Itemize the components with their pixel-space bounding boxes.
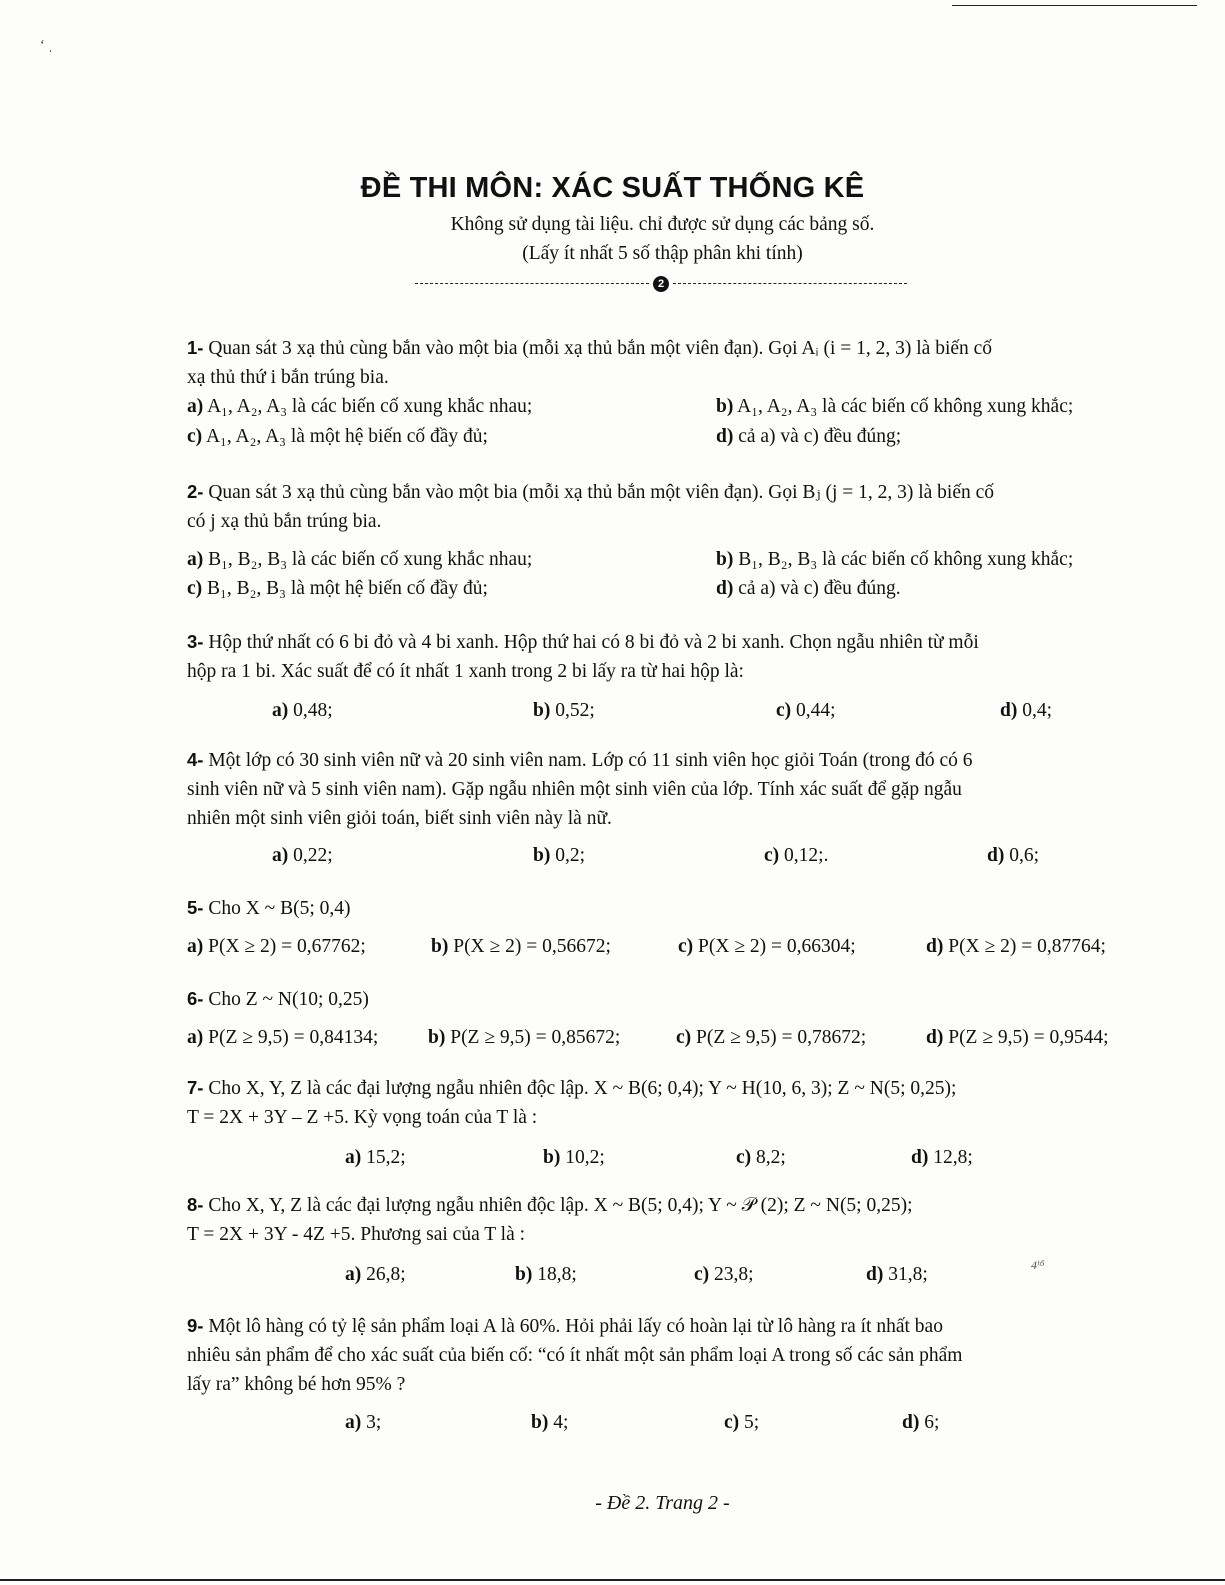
question-text: Một lô hàng có tỷ lệ sản phẩm loại A là 60%. Hỏi phải lấy có hoàn lại từ lô hàng ra ít nhất bao [208, 1316, 943, 1337]
question-text: lấy ra” không bé hơn 95% ? [187, 1374, 406, 1395]
scan-mark: ʻ ˌ [40, 38, 53, 53]
option-d: d) 0,4; [1000, 700, 1053, 721]
option-b: b) A₁, A₂, A₃ là các biến cố không xung khắc; [716, 396, 1074, 417]
question-text: nhiêu sản phẩm để cho xác suất của biến cố: “có ít nhất một sản phẩm loại A trong số các sản phẩm [187, 1345, 963, 1366]
option-b: b) 0,52; [533, 700, 595, 721]
handwritten-note: 4ʰ⁵ [1031, 1258, 1045, 1272]
option-b: b) P(Z ≥ 9,5) = 0,85672; [428, 1027, 621, 1048]
option-a: a) 0,48; [272, 700, 333, 721]
question-number: 6- [187, 988, 204, 1009]
option-b: b) 18,8; [515, 1264, 577, 1285]
question-9 [187, 1311, 1137, 1399]
option-c: c) P(X ≥ 2) = 0,66304; [678, 936, 856, 957]
question-text: T = 2X + 3Y - 4Z +5. Phương sai của T là : [187, 1224, 526, 1245]
option-c: c) P(Z ≥ 9,5) = 0,78672; [676, 1027, 867, 1048]
question-text: có j xạ thủ bắn trúng bia. [187, 511, 382, 532]
option-c: c) 0,44; [776, 700, 836, 721]
question-text: hộp ra 1 bi. Xác suất để có ít nhất 1 xanh trong 2 bi lấy ra từ hai hộp là: [187, 661, 744, 682]
option-a: a) P(X ≥ 2) = 0,67762; [187, 936, 366, 957]
question-text: Cho Z ~ N(10; 0,25) [208, 989, 369, 1010]
option-d: d) P(Z ≥ 9,5) = 0,9544; [926, 1027, 1109, 1048]
option-b: b) 0,2; [533, 845, 586, 866]
option-b: b) P(X ≥ 2) = 0,56672; [431, 936, 611, 957]
question-number: 7- [187, 1077, 204, 1098]
bottom-rule [0, 1579, 1225, 1581]
option-a: a) 15,2; [345, 1147, 406, 1168]
exam-number-badge: 2 [653, 276, 669, 292]
question-number: 9- [187, 1315, 204, 1336]
title-separator [415, 276, 907, 292]
question-5 [187, 893, 1137, 923]
question-6 [187, 984, 1137, 1014]
exam-instructions: Không sử dụng tài liệu. chỉ được sử dụng các bảng số. [450, 214, 875, 235]
option-c: c) 8,2; [736, 1147, 786, 1168]
question-text: Quan sát 3 xạ thủ cùng bắn vào một bia (mỗi xạ thủ bắn một viên đạn). Gọi Aᵢ (i = 1, 2, 3) là biến cố [208, 338, 993, 359]
question-number: 4- [187, 749, 204, 770]
question-text: Hộp thứ nhất có 6 bi đỏ và 4 bi xanh. Hộp thứ hai có 8 bi đỏ và 2 bi xanh. Chọn ngẫu nhiên từ mỗi [208, 632, 979, 653]
question-text: T = 2X + 3Y – Z +5. Kỳ vọng toán của T là : [187, 1107, 538, 1128]
page-footer: - Đề 2. Trang 2 - [595, 1492, 730, 1514]
option-c: c) 5; [724, 1412, 760, 1433]
question-3 [187, 627, 1137, 686]
option-a: a) 26,8; [345, 1264, 406, 1285]
option-a: a) A₁, A₂, A₃ là các biến cố xung khắc nhau; [187, 396, 533, 417]
question-4 [187, 745, 1137, 833]
question-number: 5- [187, 897, 204, 918]
question-text: Một lớp có 30 sinh viên nữ và 20 sinh viên nam. Lớp có 11 sinh viên học giỏi Toán (trong đó có 6 [208, 750, 973, 771]
question-text: xạ thủ thứ i bắn trúng bia. [187, 367, 389, 388]
question-8 [187, 1190, 1137, 1249]
option-a: a) B₁, B₂, B₃ là các biến cố xung khắc nhau; [187, 549, 533, 570]
question-text: sinh viên nữ và 5 sinh viên nam). Gặp ngẫu nhiên một sinh viên của lớp. Tính xác suất để gặp ngẫu [187, 779, 962, 800]
question-7 [187, 1073, 1137, 1132]
question-text: Cho X, Y, Z là các đại lượng ngẫu nhiên độc lập. X ~ B(5; 0,4); Y ~ 𝒫 (2); Z ~ N(5; 0,25); [208, 1195, 913, 1216]
exam-note: (Lấy ít nhất 5 số thập phân khi tính) [522, 243, 803, 264]
option-b: b) B₁, B₂, B₃ là các biến cố không xung khắc; [716, 549, 1074, 570]
question-text: Cho X ~ B(5; 0,4) [208, 898, 351, 919]
option-c: c) A₁, A₂, A₃ là một hệ biến cố đầy đủ; [187, 426, 488, 447]
question-number: 1- [187, 337, 204, 358]
option-c: c) B₁, B₂, B₃ là một hệ biến cố đầy đủ; [187, 578, 488, 599]
question-text: Quan sát 3 xạ thủ cùng bắn vào một bia (mỗi xạ thủ bắn một viên đạn). Gọi Bⱼ (j = 1, 2, 3) là biến cố [208, 482, 995, 503]
option-b: b) 4; [531, 1412, 569, 1433]
option-a: a) 3; [345, 1412, 382, 1433]
question-1 [187, 333, 1137, 392]
option-d: d) 0,6; [987, 845, 1040, 866]
option-d: d) cả a) và c) đều đúng. [716, 578, 901, 599]
question-number: 3- [187, 631, 204, 652]
question-2 [187, 477, 1137, 536]
option-c: c) 23,8; [694, 1264, 754, 1285]
option-b: b) 10,2; [543, 1147, 605, 1168]
question-text: nhiên một sinh viên giỏi toán, biết sinh viên này là nữ. [187, 808, 612, 829]
option-d: d) 6; [902, 1412, 940, 1433]
option-d: d) 12,8; [911, 1147, 973, 1168]
option-d: d) 31,8; [866, 1264, 928, 1285]
exam-title: ĐỀ THI MÔN: XÁC SUẤT THỐNG KÊ [360, 172, 865, 204]
option-a: a) 0,22; [272, 845, 333, 866]
option-d: d) P(X ≥ 2) = 0,87764; [926, 936, 1106, 957]
question-text: Cho X, Y, Z là các đại lượng ngẫu nhiên độc lập. X ~ B(6; 0,4); Y ~ H(10, 6, 3); Z ~ N(5; 0,25); [208, 1078, 957, 1099]
option-c: c) 0,12;. [764, 845, 829, 866]
option-a: a) P(Z ≥ 9,5) = 0,84134; [187, 1027, 379, 1048]
question-number: 8- [187, 1194, 204, 1215]
option-d: d) cả a) và c) đều đúng; [716, 426, 902, 447]
question-number: 2- [187, 481, 204, 502]
top-rule [952, 5, 1197, 6]
